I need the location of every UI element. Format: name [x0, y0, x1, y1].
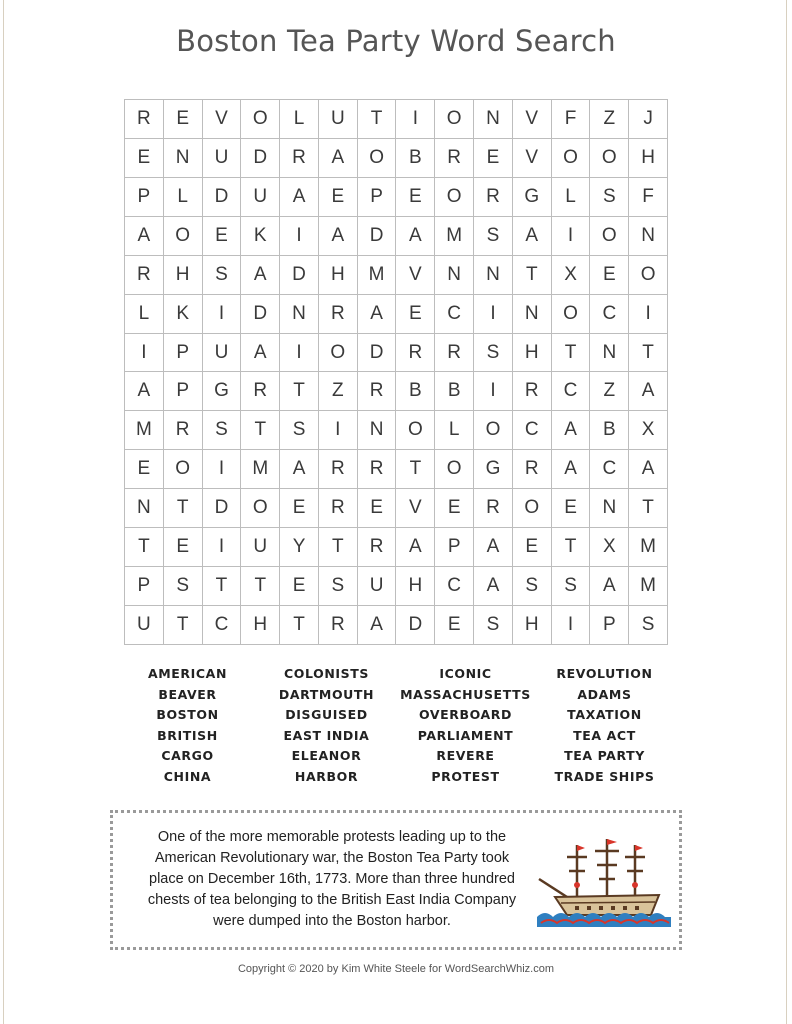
grid-cell[interactable]: A — [396, 528, 435, 567]
word-list-item: TEA ACT — [573, 727, 636, 743]
grid-cell[interactable]: A — [280, 450, 319, 489]
grid-cell[interactable]: R — [280, 139, 319, 178]
word-list-item: MASSACHUSETTS — [400, 686, 531, 702]
grid-cell[interactable]: B — [396, 139, 435, 178]
grid-cell[interactable]: T — [280, 372, 319, 411]
grid-cell[interactable]: C — [590, 450, 629, 489]
grid-cell[interactable]: P — [435, 528, 474, 567]
grid-cell[interactable]: S — [474, 217, 513, 256]
info-line: were dumped into the Boston harbor. — [213, 913, 451, 929]
grid-cell[interactable]: K — [241, 217, 280, 256]
grid-cell[interactable]: T — [125, 528, 164, 567]
grid-cell[interactable]: S — [474, 334, 513, 373]
grid-cell[interactable]: V — [396, 256, 435, 295]
grid-cell[interactable]: G — [474, 450, 513, 489]
grid-cell[interactable]: H — [164, 256, 203, 295]
grid-cell[interactable]: T — [358, 100, 397, 139]
word-list — [118, 666, 674, 785]
grid-cell[interactable]: M — [241, 450, 280, 489]
letter-grid — [124, 99, 668, 645]
grid-cell[interactable]: O — [474, 411, 513, 450]
grid-cell[interactable]: I — [474, 295, 513, 334]
grid-cell[interactable]: R — [241, 372, 280, 411]
grid-cell[interactable]: H — [396, 567, 435, 606]
grid-cell[interactable]: O — [435, 100, 474, 139]
grid-cell[interactable]: O — [435, 450, 474, 489]
grid-cell[interactable]: S — [513, 567, 552, 606]
grid-cell[interactable]: C — [203, 606, 242, 645]
grid-cell[interactable]: S — [203, 411, 242, 450]
grid-cell[interactable]: C — [552, 372, 591, 411]
word-list-item: REVERE — [436, 748, 495, 763]
grid-cell[interactable]: T — [319, 528, 358, 567]
word-list-item: PARLIAMENT — [417, 727, 514, 743]
grid-cell[interactable]: A — [513, 217, 552, 256]
word-list-item: COLONISTS — [284, 666, 369, 681]
grid-cell[interactable]: L — [280, 100, 319, 139]
grid-cell[interactable]: D — [203, 178, 242, 217]
grid-cell[interactable]: N — [164, 139, 203, 178]
grid-cell[interactable]: O — [319, 334, 358, 373]
grid-cell[interactable]: C — [513, 411, 552, 450]
grid-cell[interactable]: T — [552, 528, 591, 567]
word-list-item: DISGUISED — [285, 707, 368, 722]
grid-cell[interactable]: H — [513, 606, 552, 645]
grid-cell[interactable]: Z — [319, 372, 358, 411]
grid-cell[interactable]: E — [164, 528, 203, 567]
grid-cell[interactable]: E — [590, 256, 629, 295]
grid-cell[interactable]: O — [552, 139, 591, 178]
grid-cell[interactable]: T — [396, 450, 435, 489]
grid-cell[interactable]: A — [358, 295, 397, 334]
grid-cell[interactable]: F — [552, 100, 591, 139]
grid-cell[interactable]: T — [241, 411, 280, 450]
word-list-item: ELEANOR — [291, 748, 362, 763]
grid-cell[interactable]: R — [319, 489, 358, 528]
info-box — [110, 810, 682, 950]
grid-cell[interactable]: U — [319, 100, 358, 139]
grid-cell[interactable]: I — [396, 100, 435, 139]
grid-cell[interactable]: E — [164, 100, 203, 139]
grid-cell[interactable]: L — [125, 295, 164, 334]
grid-cell[interactable]: R — [164, 411, 203, 450]
grid-cell[interactable]: N — [474, 256, 513, 295]
grid-cell[interactable]: O — [396, 411, 435, 450]
grid-cell[interactable]: X — [629, 411, 668, 450]
grid-cell[interactable]: R — [435, 139, 474, 178]
grid-cell[interactable]: E — [203, 217, 242, 256]
grid-cell[interactable]: E — [513, 528, 552, 567]
grid-cell[interactable]: H — [629, 139, 668, 178]
grid-cell[interactable]: O — [513, 489, 552, 528]
grid-cell[interactable]: D — [241, 139, 280, 178]
grid-cell[interactable]: S — [319, 567, 358, 606]
grid-cell[interactable]: O — [629, 256, 668, 295]
grid-cell[interactable]: O — [358, 139, 397, 178]
word-list-item: TAXATION — [567, 707, 642, 722]
grid-cell[interactable]: D — [358, 217, 397, 256]
grid-cell[interactable]: G — [513, 178, 552, 217]
grid-cell[interactable]: T — [629, 489, 668, 528]
right-page-rule — [786, 0, 787, 1024]
grid-cell[interactable]: O — [164, 217, 203, 256]
grid-cell[interactable]: E — [435, 606, 474, 645]
word-list-item: BOSTON — [156, 707, 219, 722]
info-line: place on December 16th, 1773. More than three hundred — [149, 871, 515, 887]
grid-cell[interactable]: I — [552, 606, 591, 645]
grid-cell[interactable]: R — [319, 295, 358, 334]
grid-cell[interactable]: T — [280, 606, 319, 645]
grid-cell[interactable]: R — [474, 178, 513, 217]
grid-cell[interactable]: U — [241, 528, 280, 567]
word-list-item: PROTEST — [431, 768, 500, 784]
grid-cell[interactable]: D — [358, 334, 397, 373]
grid-cell[interactable]: V — [396, 489, 435, 528]
grid-cell[interactable]: R — [358, 528, 397, 567]
grid-cell[interactable]: L — [164, 178, 203, 217]
grid-cell[interactable]: R — [513, 372, 552, 411]
grid-cell[interactable]: T — [241, 567, 280, 606]
grid-cell[interactable]: Y — [280, 528, 319, 567]
sailing-ship-icon — [537, 835, 671, 927]
grid-cell[interactable]: E — [552, 489, 591, 528]
grid-cell[interactable]: O — [590, 139, 629, 178]
word-list-item: TRADE SHIPS — [554, 768, 655, 784]
grid-cell[interactable]: T — [629, 334, 668, 373]
grid-cell[interactable]: I — [629, 295, 668, 334]
grid-cell[interactable]: D — [280, 256, 319, 295]
grid-cell[interactable]: I — [125, 334, 164, 373]
grid-cell[interactable]: G — [203, 372, 242, 411]
grid-cell[interactable]: I — [280, 217, 319, 256]
info-paragraph — [131, 827, 533, 932]
grid-cell[interactable]: Z — [590, 372, 629, 411]
word-list-item: DARTMOUTH — [278, 686, 375, 702]
grid-cell[interactable]: A — [125, 372, 164, 411]
grid-cell[interactable]: V — [513, 100, 552, 139]
grid-cell[interactable]: O — [590, 217, 629, 256]
grid-cell[interactable]: S — [164, 567, 203, 606]
grid-cell[interactable]: A — [358, 606, 397, 645]
info-line: American Revolutionary war, the Boston Tea Party took — [154, 850, 510, 866]
left-page-rule — [3, 0, 4, 1024]
grid-cell[interactable]: I — [280, 334, 319, 373]
grid-cell[interactable]: H — [241, 606, 280, 645]
grid-cell[interactable]: A — [280, 178, 319, 217]
grid-cell[interactable]: V — [203, 100, 242, 139]
grid-cell[interactable]: N — [280, 295, 319, 334]
grid-cell[interactable]: V — [513, 139, 552, 178]
grid-cell[interactable]: D — [396, 606, 435, 645]
grid-cell[interactable]: T — [203, 567, 242, 606]
grid-cell[interactable]: C — [435, 567, 474, 606]
grid-cell[interactable]: I — [203, 450, 242, 489]
grid-cell[interactable]: E — [280, 489, 319, 528]
grid-cell[interactable]: N — [590, 334, 629, 373]
word-list-item: CARGO — [161, 748, 214, 763]
grid-cell[interactable]: C — [590, 295, 629, 334]
grid-cell[interactable]: E — [319, 178, 358, 217]
word-list-item: EAST INDIA — [283, 727, 370, 743]
grid-cell[interactable]: S — [552, 567, 591, 606]
grid-cell[interactable]: P — [358, 178, 397, 217]
grid-cell[interactable]: A — [474, 528, 513, 567]
grid-cell[interactable]: A — [319, 217, 358, 256]
grid-cell[interactable]: O — [241, 100, 280, 139]
grid-cell[interactable]: O — [552, 295, 591, 334]
word-list-item: REVOLUTION — [556, 666, 653, 681]
grid-cell[interactable]: I — [552, 217, 591, 256]
grid-cell[interactable]: N — [435, 256, 474, 295]
word-list-item: OVERBOARD — [418, 707, 513, 722]
grid-cell[interactable]: O — [164, 450, 203, 489]
grid-cell[interactable]: A — [590, 567, 629, 606]
grid-cell[interactable]: T — [513, 256, 552, 295]
grid-cell[interactable]: E — [125, 139, 164, 178]
copyright-notice: Copyright © 2020 by Kim White Steele for WordSearchWhiz.com — [237, 963, 555, 975]
grid-cell[interactable]: P — [164, 334, 203, 373]
grid-cell[interactable]: I — [474, 372, 513, 411]
grid-cell[interactable]: H — [319, 256, 358, 295]
grid-cell[interactable]: T — [164, 606, 203, 645]
grid-cell[interactable]: I — [203, 528, 242, 567]
grid-cell[interactable]: S — [474, 606, 513, 645]
grid-cell[interactable]: P — [125, 567, 164, 606]
grid-cell[interactable]: R — [125, 100, 164, 139]
grid-cell[interactable]: A — [474, 567, 513, 606]
grid-cell[interactable]: U — [358, 567, 397, 606]
grid-cell[interactable]: M — [629, 567, 668, 606]
grid-cell[interactable]: P — [164, 372, 203, 411]
grid-cell[interactable]: E — [358, 489, 397, 528]
grid-cell[interactable]: X — [590, 528, 629, 567]
grid-cell[interactable]: A — [241, 334, 280, 373]
grid-cell[interactable]: E — [474, 139, 513, 178]
word-list-item: ADAMS — [577, 686, 632, 702]
grid-cell[interactable]: A — [396, 217, 435, 256]
grid-cell[interactable]: N — [125, 489, 164, 528]
word-list-item: BRITISH — [157, 727, 218, 743]
grid-cell[interactable]: S — [590, 178, 629, 217]
grid-cell[interactable]: R — [319, 450, 358, 489]
grid-cell[interactable]: R — [125, 256, 164, 295]
grid-cell[interactable]: A — [629, 450, 668, 489]
grid-cell[interactable]: B — [396, 372, 435, 411]
grid-cell[interactable]: K — [164, 295, 203, 334]
grid-cell[interactable]: N — [474, 100, 513, 139]
grid-cell[interactable]: A — [629, 372, 668, 411]
grid-cell[interactable]: U — [241, 178, 280, 217]
grid-cell[interactable]: R — [358, 372, 397, 411]
grid-cell[interactable]: A — [241, 256, 280, 295]
grid-cell[interactable]: U — [203, 334, 242, 373]
grid-cell[interactable]: D — [241, 295, 280, 334]
grid-cell[interactable]: A — [319, 139, 358, 178]
grid-cell[interactable]: M — [435, 217, 474, 256]
grid-cell[interactable]: B — [590, 411, 629, 450]
grid-cell[interactable]: H — [513, 334, 552, 373]
word-list-item: HARBOR — [294, 768, 359, 784]
grid-cell[interactable]: R — [319, 606, 358, 645]
grid-cell[interactable]: Z — [590, 100, 629, 139]
grid-cell[interactable]: R — [358, 450, 397, 489]
grid-cell[interactable]: R — [474, 489, 513, 528]
grid-cell[interactable]: P — [125, 178, 164, 217]
grid-cell[interactable]: F — [629, 178, 668, 217]
grid-cell[interactable]: R — [513, 450, 552, 489]
grid-cell[interactable]: E — [280, 567, 319, 606]
word-list-item: BEAVER — [158, 686, 217, 702]
word-list-item: CHINA — [163, 768, 212, 784]
grid-cell[interactable]: L — [552, 178, 591, 217]
grid-cell[interactable]: M — [629, 528, 668, 567]
grid-cell[interactable]: O — [241, 489, 280, 528]
grid-cell[interactable]: U — [125, 606, 164, 645]
grid-cell[interactable]: N — [629, 217, 668, 256]
grid-cell[interactable]: S — [629, 606, 668, 645]
grid-cell[interactable]: M — [125, 411, 164, 450]
grid-cell[interactable]: E — [396, 178, 435, 217]
grid-cell[interactable]: I — [203, 295, 242, 334]
grid-cell[interactable]: C — [435, 295, 474, 334]
grid-cell[interactable]: S — [280, 411, 319, 450]
grid-cell[interactable]: E — [435, 489, 474, 528]
info-line: chests of tea belonging to the British East India Company — [147, 892, 517, 908]
grid-cell[interactable]: S — [203, 256, 242, 295]
info-line: One of the more memorable protests leading up to the — [157, 829, 507, 845]
grid-cell[interactable]: A — [552, 411, 591, 450]
page-title: Boston Tea Party Word Search — [176, 24, 616, 58]
grid-cell[interactable]: I — [319, 411, 358, 450]
grid-cell[interactable]: P — [590, 606, 629, 645]
grid-cell[interactable]: M — [358, 256, 397, 295]
word-list-item: AMERICAN — [147, 666, 228, 681]
grid-cell[interactable]: B — [435, 372, 474, 411]
grid-cell[interactable]: R — [396, 334, 435, 373]
grid-cell[interactable]: T — [164, 489, 203, 528]
grid-cell[interactable]: N — [513, 295, 552, 334]
grid-cell[interactable]: T — [552, 334, 591, 373]
word-list-item: ICONIC — [439, 666, 492, 681]
word-list-item: TEA PARTY — [564, 748, 645, 763]
grid-cell[interactable]: N — [590, 489, 629, 528]
grid-cell[interactable]: E — [125, 450, 164, 489]
grid-cell[interactable]: A — [125, 217, 164, 256]
grid-cell[interactable]: R — [435, 334, 474, 373]
grid-cell[interactable]: L — [435, 411, 474, 450]
grid-cell[interactable]: A — [552, 450, 591, 489]
grid-cell[interactable]: E — [396, 295, 435, 334]
grid-cell[interactable]: J — [629, 100, 668, 139]
grid-cell[interactable]: X — [552, 256, 591, 295]
grid-cell[interactable]: U — [203, 139, 242, 178]
grid-cell[interactable]: O — [435, 178, 474, 217]
grid-cell[interactable]: D — [203, 489, 242, 528]
grid-cell[interactable]: N — [358, 411, 397, 450]
